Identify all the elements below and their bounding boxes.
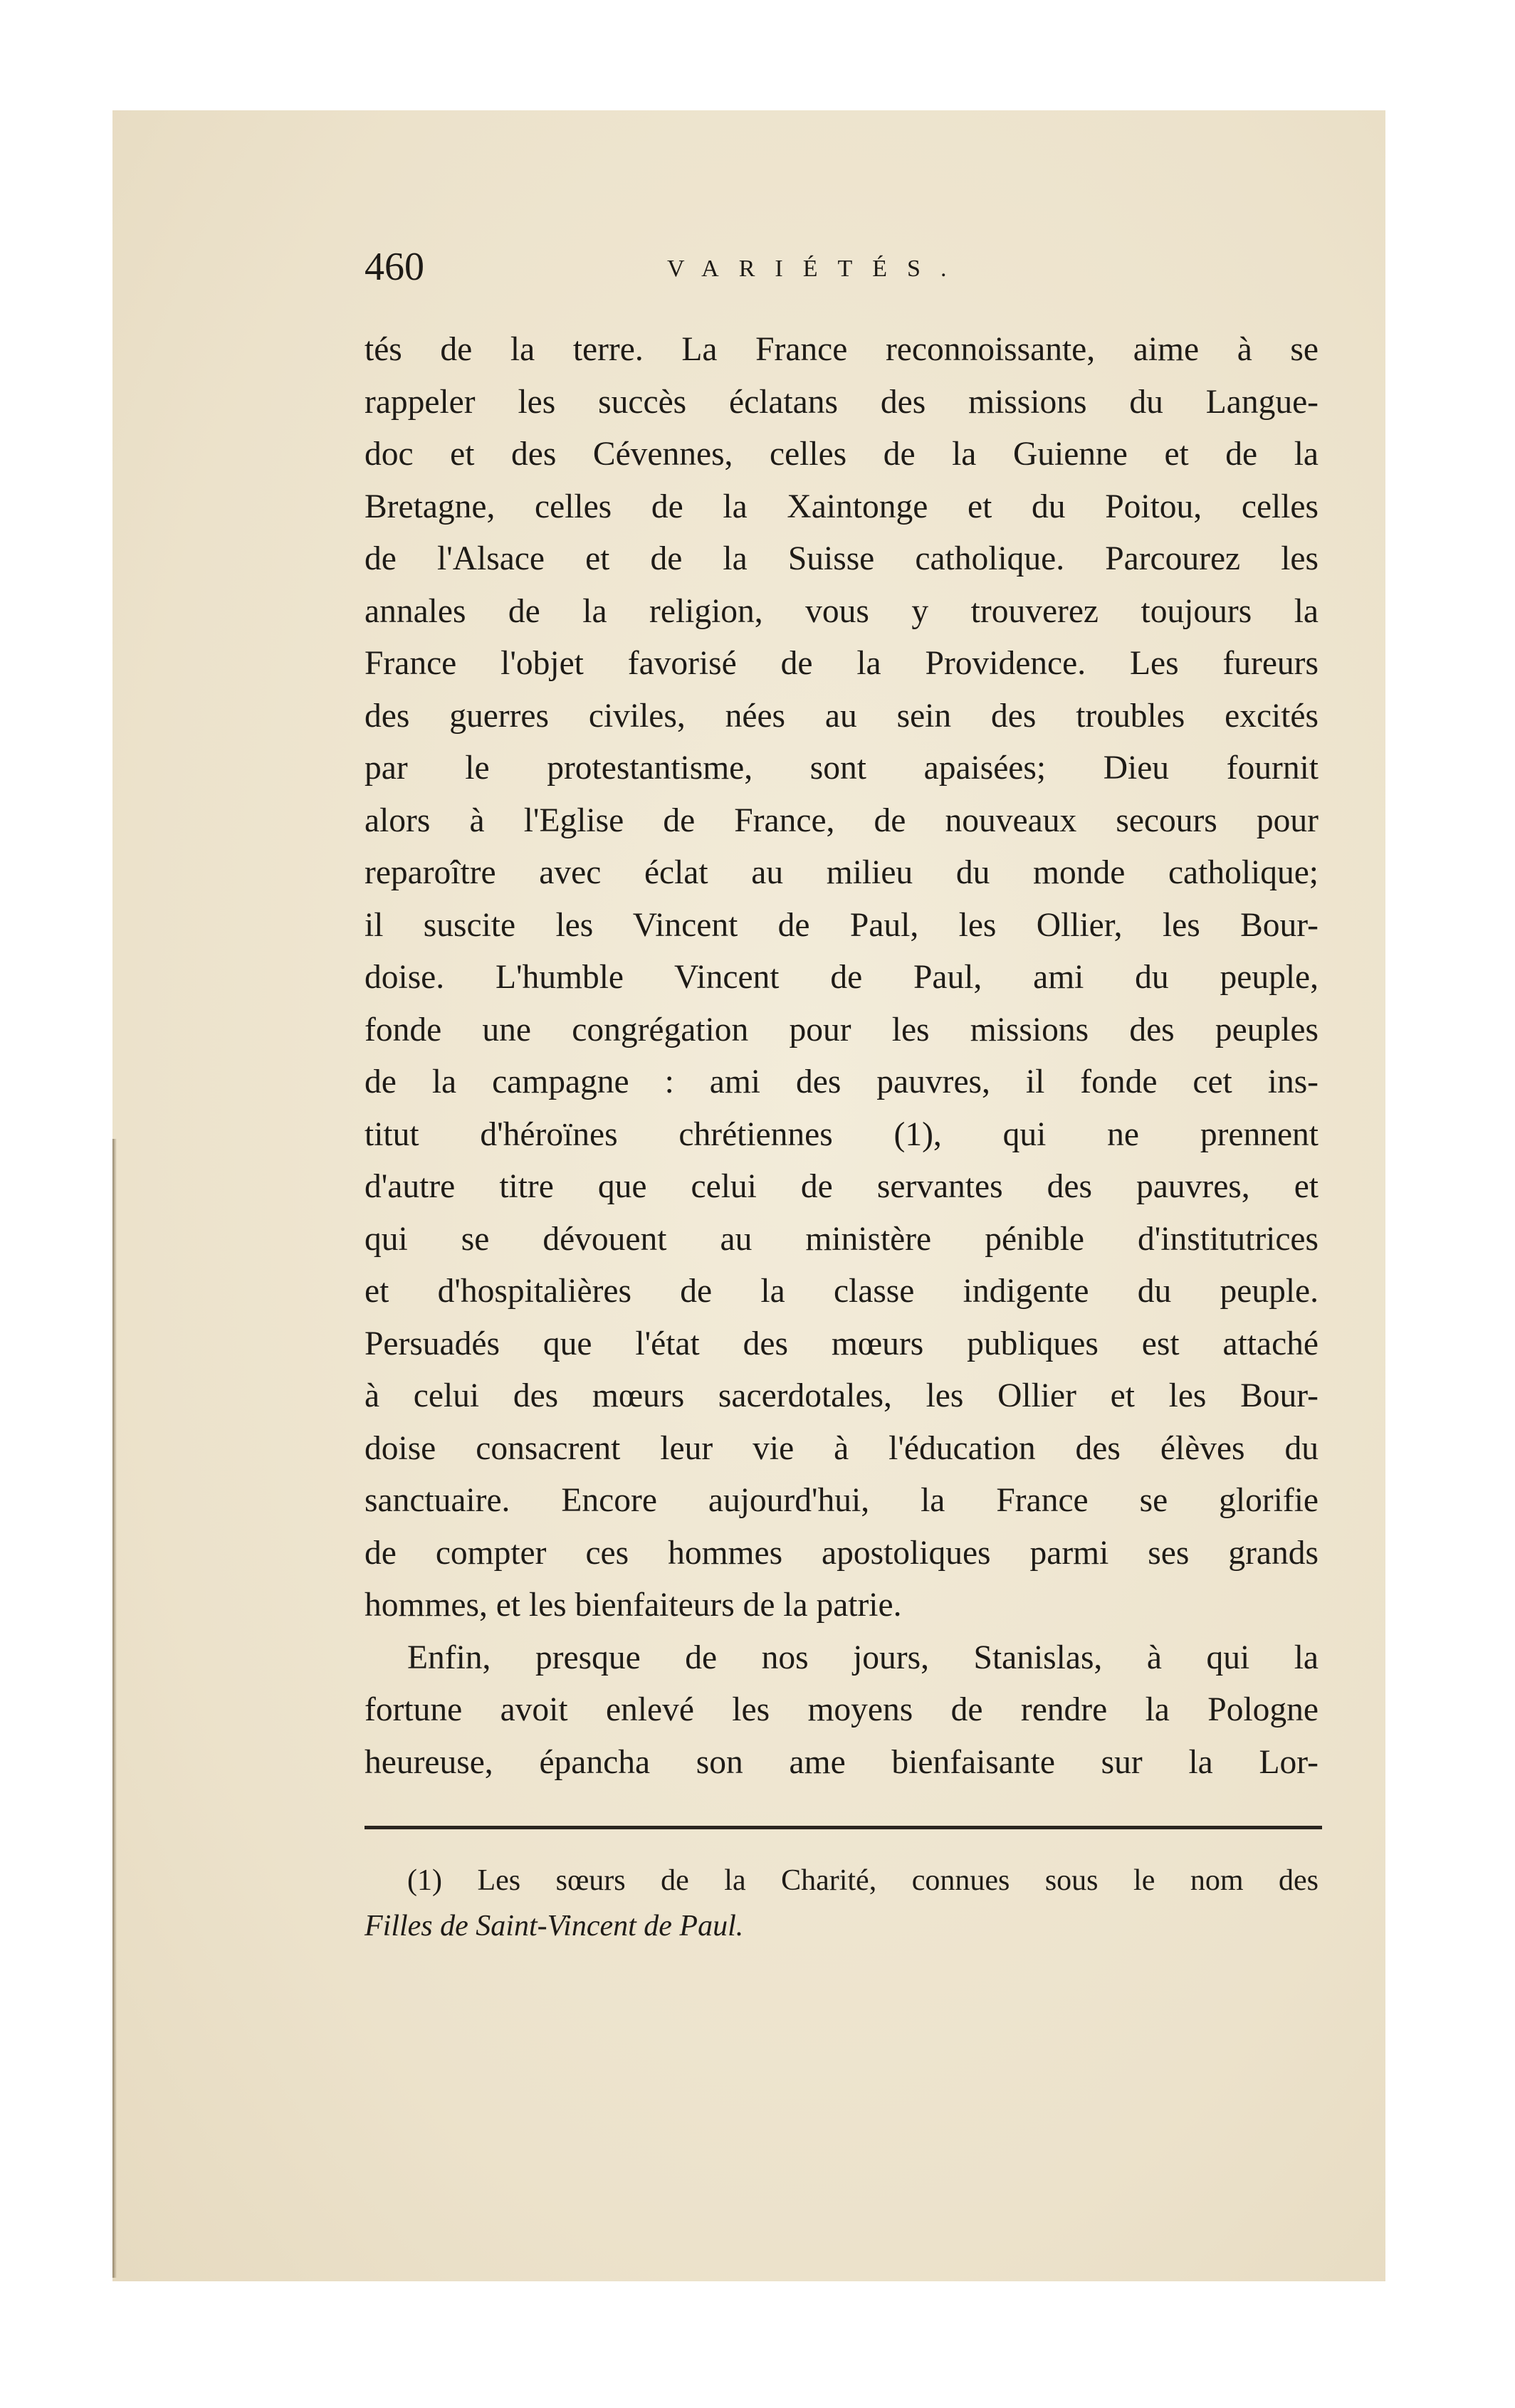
text-line: hommes, et les bienfaiteurs de la patrie.: [365, 1587, 902, 1624]
text-line: France l'objet favorisé de la Providence. Les fureurs: [365, 645, 1319, 682]
text-line: sanctuaire. Encore aujourd'hui, la France se glorifie: [365, 1482, 1319, 1519]
text-line: de compter ces hommes apostoliques parmi ses grands: [365, 1534, 1319, 1572]
footnote: [365, 1858, 1319, 1949]
text-line: Enfin, presque de nos jours, Stanislas, à qui la: [407, 1639, 1319, 1676]
text-line: de la campagne : ami des pauvres, il fonde cet ins-: [365, 1063, 1319, 1100]
text-line: titut d'héroïnes chrétiennes (1), qui ne prennent: [365, 1115, 1319, 1153]
text-line: et d'hospitalières de la classe indigente du peuple.: [365, 1273, 1319, 1310]
text-line: heureuse, épancha son ame bienfaisante sur la Lor-: [365, 1743, 1319, 1781]
text-line: doc et des Cévennes, celles de la Guienne et de la: [365, 436, 1319, 473]
text-line: qui se dévouent au ministère pénible d'institutrices: [365, 1220, 1319, 1258]
footnote-rule: [365, 1826, 1322, 1829]
text-line: à celui des mœurs sacerdotales, les Ollier et les Bour-: [365, 1377, 1319, 1414]
footnote-line: Filles de Saint-Vincent de Paul.: [365, 1910, 744, 1942]
page-header: [365, 242, 1326, 292]
text-line: Bretagne, celles de la Xaintonge et du Poitou, celles: [365, 488, 1319, 525]
text-line: d'autre titre que celui de servantes des pauvres, et: [365, 1168, 1319, 1205]
body-text: [365, 324, 1319, 1789]
text-line: tés de la terre. La France reconnoissante, aime à se: [365, 331, 1319, 368]
text-line: alors à l'Eglise de France, de nouveaux secours pour: [365, 801, 1319, 839]
text-line: par le protestantisme, sont apaisées; Dieu fournit: [365, 750, 1319, 787]
page-number: 460: [365, 245, 424, 289]
text-line: fortune avoit enlevé les moyens de rendre la Pologne: [365, 1691, 1319, 1728]
text-line: Persuadés que l'état des mœurs publiques est attaché: [365, 1325, 1319, 1362]
text-line: annales de la religion, vous y trouverez toujours la: [365, 592, 1319, 630]
page-binding-shadow: [112, 1139, 117, 2278]
text-line: doise consacrent leur vie à l'éducation des élèves du: [365, 1429, 1319, 1467]
text-line: de l'Alsace et de la Suisse catholique. Parcourez les: [365, 540, 1319, 577]
footnote-line: (1) Les sœurs de la Charité, connues sous le nom des: [407, 1864, 1319, 1897]
text-line: doise. L'humble Vincent de Paul, ami du peuple,: [365, 959, 1319, 996]
text-line: des guerres civiles, nées au sein des troubles excités: [365, 697, 1319, 735]
text-line: il suscite les Vincent de Paul, les Ollier, les Bour-: [365, 906, 1319, 944]
text-line: rappeler les succès éclatans des missions du Langue-: [365, 383, 1319, 421]
running-head: VARIÉTÉS.: [667, 256, 967, 282]
text-line: reparoître avec éclat au milieu du monde catholique;: [365, 854, 1319, 891]
text-line: fonde une congrégation pour les missions des peuples: [365, 1011, 1319, 1048]
